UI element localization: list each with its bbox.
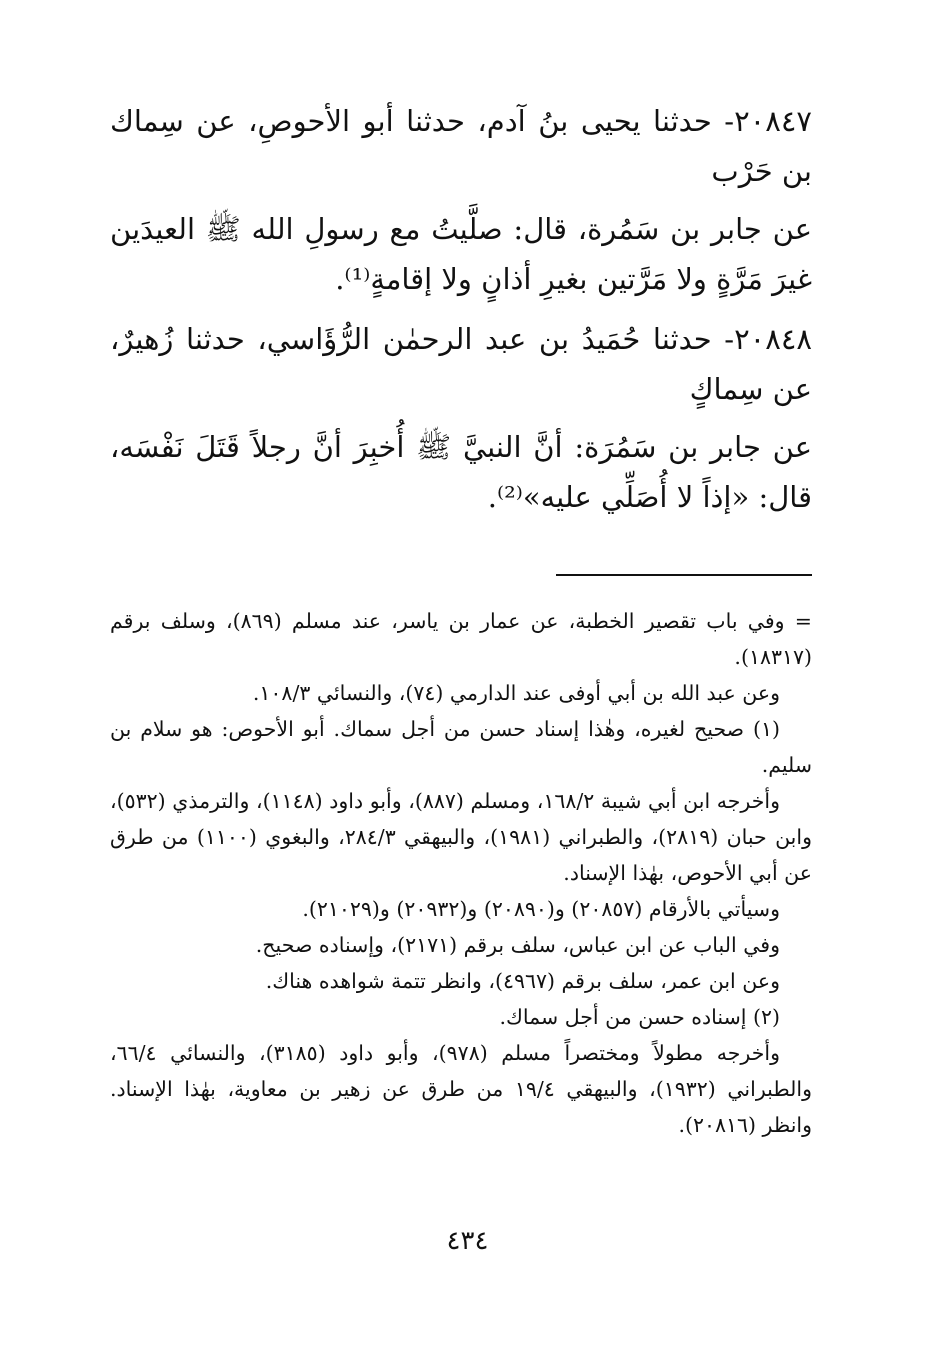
- footnote-line: وأخرجه مطولاً ومختصراً مسلم (٩٧٨)، وأبو داود (٣١٨٥)، والنسائي ٦٦/٤، والطبراني (١٩٣٢)، والبيهقي ١٩/٤ من طرق عن زهير بن معاوية، بهٰذا الإسناد. وانظر (٢٠٨١٦).: [110, 1041, 812, 1137]
- footnote-1: (١) صحيح لغيره، وهٰذا إسناد حسن من أجل سماك. أبو الأحوص: هو سلام بن سليم.: [110, 717, 812, 777]
- footnote-line: وعن ابن عمر، سلف برقم (٤٩٦٧)، وانظر تتمة شواهده هناك.: [265, 969, 780, 993]
- footnotes: [110, 603, 812, 1143]
- hadith-20847-chain: ٢٠٨٤٧- حدثنا يحيى بنُ آدم، حدثنا أبو الأحوصِ، عن سِماك بن حَرْب: [110, 104, 812, 188]
- footnote-line: = وفي باب تقصير الخطبة، عن عمار بن ياسر، عند مسلم (٨٦٩)، وسلف برقم (١٨٣١٧).: [110, 609, 812, 669]
- main-text: [110, 96, 812, 522]
- footnote-line: وسيأتي بالأرقام (٢٠٨٥٧) و(٢٠٨٩٠) و(٢٠٩٣٢) و(٢١٠٢٩).: [302, 897, 780, 921]
- footnote-divider: [556, 574, 812, 576]
- hadith-20848-text: عن جابر بن سَمُرَة: أنَّ النبيَّ ﷺ أُخبِرَ أنَّ رجلاً قَتَلَ نَفْسَه، قال: «إذاً لا أُصَلِّي عليه»⁽²⁾.: [110, 430, 812, 514]
- footnote-line: وفي الباب عن ابن عباس، سلف برقم (٢١٧١)، وإسناده صحيح.: [255, 933, 780, 957]
- hadith-20847-text: عن جابر بن سَمُرة، قال: صلَّيتُ مع رسولِ الله ﷺ العيدَين غيرَ مَرَّةٍ ولا مَرَّتين بغيرِ أذانٍ ولا إقامةٍ⁽¹⁾.: [110, 212, 812, 296]
- footnote-2: (٢) إسناده حسن من أجل سماك.: [499, 1005, 780, 1029]
- footnote-line: وأخرجه ابن أبي شيبة ١٦٨/٢، ومسلم (٨٨٧)، وأبو داود (١١٤٨)، والترمذي (٥٣٢)، وابن حبان (٢٨١٩)، والطبراني (١٩٨١)، والبيهقي ٢٨٤/٣، والبغوي (١١٠٠) من طرق عن أبي الأحوص، بهٰذا الإسناد.: [110, 789, 812, 885]
- page-number: ٤٣٤: [446, 1226, 489, 1256]
- footnote-line: وعن عبد الله بن أبي أوفى عند الدارمي (٧٤)، والنسائي ١٠٨/٣.: [252, 681, 780, 705]
- hadith-20848-chain: ٢٠٨٤٨- حدثنا حُمَيدُ بن عبد الرحمٰن الرُّؤَاسي، حدثنا زُهيرٌ، عن سِماكٍ: [110, 322, 812, 406]
